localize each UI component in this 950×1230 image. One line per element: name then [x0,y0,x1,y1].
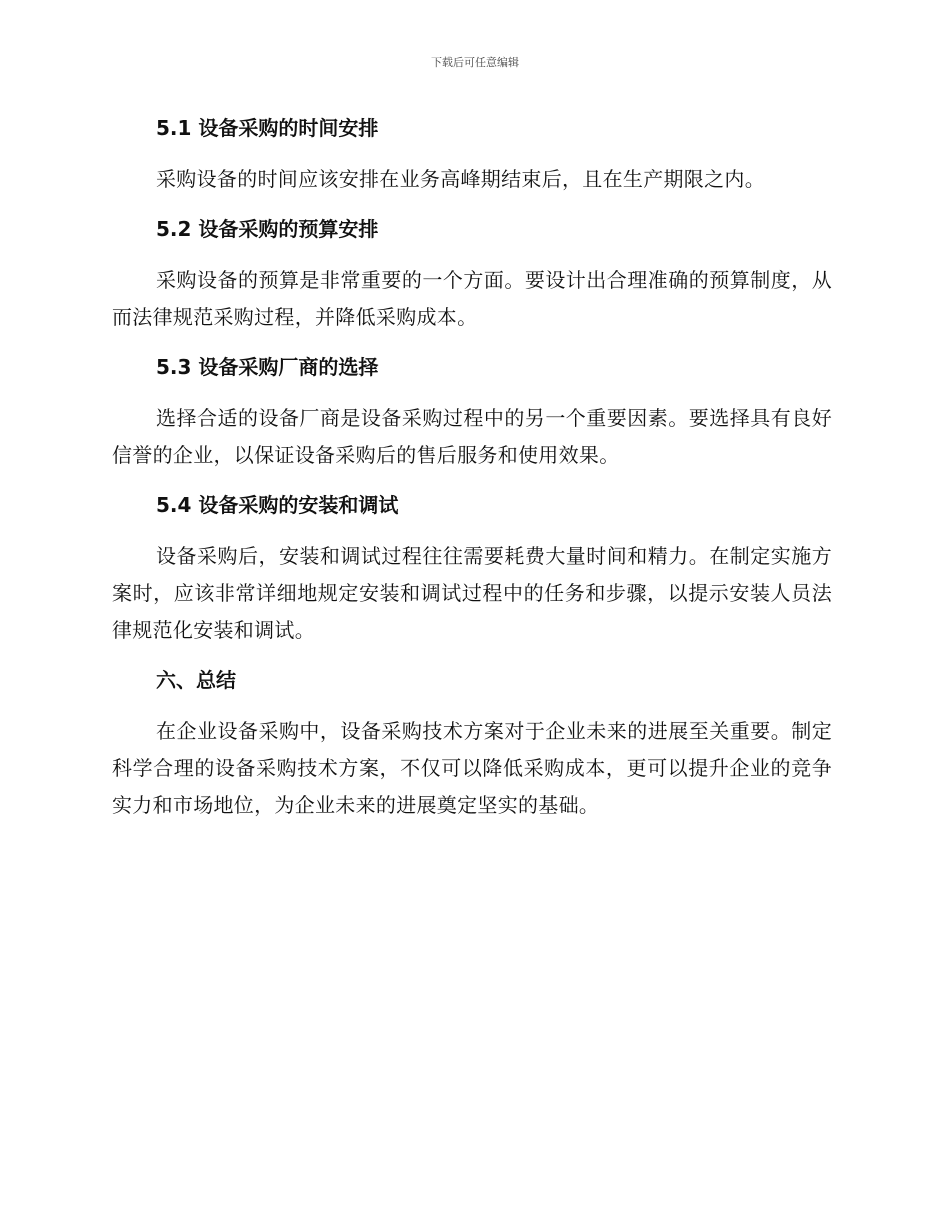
document-body [112,110,832,824]
section-heading-5-1: 5.1 设备采购的时间安排 [156,116,379,140]
section-paragraph-5-4: 设备采购后，安装和调试过程往往需要耗费大量时间和精力。在制定实施方案时，应该非常详细地规定安装和调试过程中的任务和步骤，以提示安装人员法律规范化安装和调试。 [112,544,832,642]
section-heading-5-2: 5.2 设备采购的预算安排 [156,217,379,241]
section-paragraph-5-1: 采购设备的时间应该安排在业务高峰期结束后，且在生产期限之内。 [156,167,765,191]
header-note: 下载后可任意编辑 [431,56,519,69]
section-paragraph-5-2: 采购设备的预算是非常重要的一个方面。要设计出合理准确的预算制度，从而法律规范采购过程，并降低采购成本。 [112,268,832,329]
section-heading-5-4: 5.4 设备采购的安装和调试 [156,493,399,517]
section-heading-summary: 六、总结 [156,668,236,692]
section-paragraph-summary: 在企业设备采购中，设备采购技术方案对于企业未来的进展至关重要。制定科学合理的设备采购技术方案，不仅可以降低采购成本，更可以提升企业的竞争实力和市场地位，为企业未来的进展奠定坚实的基础。 [112,719,832,817]
section-heading-5-3: 5.3 设备采购厂商的选择 [156,355,379,379]
section-paragraph-5-3: 选择合适的设备厂商是设备采购过程中的另一个重要因素。要选择具有良好信誉的企业，以保证设备采购后的售后服务和使用效果。 [112,406,832,467]
